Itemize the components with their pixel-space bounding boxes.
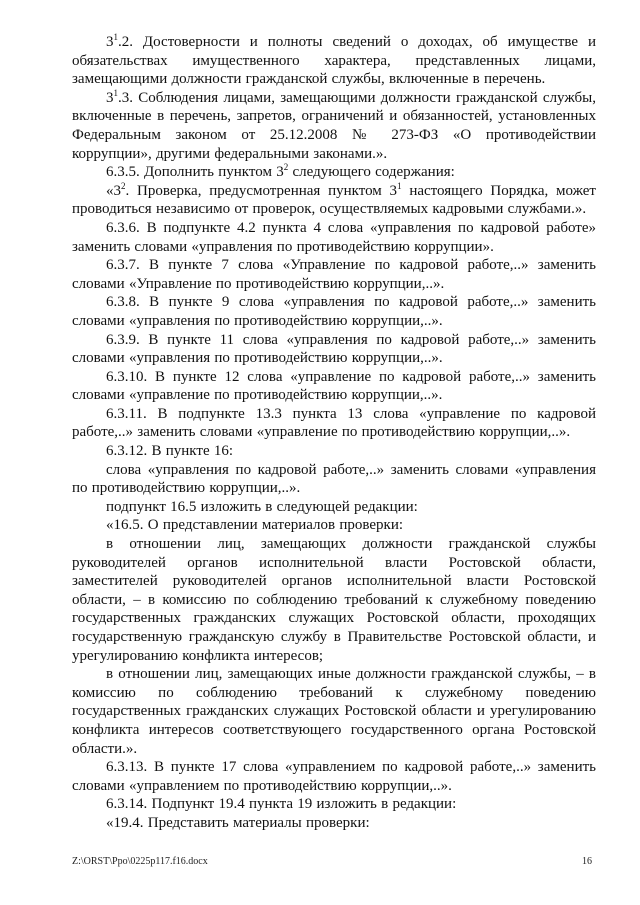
text-run: 6.3.8. В пункте 9 слова «управления по кадровой работе,..» заменить словами «управления по противодействию коррупции,..». xyxy=(72,294,596,329)
document-body xyxy=(72,33,596,833)
paragraph-p6-3-11 xyxy=(72,405,596,442)
paragraph-p19-4 xyxy=(72,814,596,833)
text-run: 3 xyxy=(106,89,114,106)
paragraph-p6-3-5 xyxy=(72,163,596,182)
paragraph-p6-3-10 xyxy=(72,368,596,405)
paragraph-p6-3-9 xyxy=(72,331,596,368)
text-run: 6.3.10. В пункте 12 слова «управление по кадровой работе,..» заменить словами «управление по противодействию коррупции,..». xyxy=(72,368,596,404)
superscript: 2 xyxy=(283,162,289,173)
paragraph-p16-words xyxy=(72,461,596,498)
text-run: слова «управления по кадровой работе,..» заменить словами «управления по противодействию коррупции,..». xyxy=(72,461,596,497)
paragraph-p16-5-intro xyxy=(72,498,596,517)
superscript: 1 xyxy=(113,87,118,98)
text-run: 6.3.5. Дополнить пунктом 3 xyxy=(106,164,284,181)
text-run: настоящего Порядка, может проводиться независимо от проверок, осуществляемых кадровыми службами.». xyxy=(72,182,596,218)
text-run: в отношении лиц, замещающих должности гражданской службы руководителей органов исполнительной власти Ростовской области, заместителей руководителей органов исполнительной власти Ростовской области, – в комиссию по соблюдению требований к служебному поведению государственных гражданских служащих Ростовской области, проходящих государственную гражданскую службу в Правительстве Ростовской области, и урегулированию конфликта интересов; xyxy=(72,536,596,664)
text-run: «16.5. О представлении материалов проверки: xyxy=(106,517,404,534)
text-run: .2. Достоверности и полноты сведений о доходах, об имуществе и обязательствах имущественного характера, представленных лицами, замещающими должности гражданской службы, включенные в перечень. xyxy=(72,34,596,88)
text-run: .3. Соблюдения лицами, замещающими должности гражданской службы, включенные в перечень, запретов, ограничений и обязанностей, установленных Федеральным законом от 25.12.2008 № 273-ФЗ «О противодействии коррупции», другими федеральными законами.». xyxy=(72,89,596,162)
paragraph-p16-5-b xyxy=(72,665,596,758)
text-run: 6.3.12. В пункте 16: xyxy=(106,443,234,460)
paragraph-p3-2 xyxy=(72,182,596,219)
paragraph-p6-3-7 xyxy=(72,256,596,293)
paragraph-p6-3-12 xyxy=(72,442,596,461)
footer-file-path: Z:\ORST\Ppo\0225p117.f16.docx xyxy=(72,856,208,867)
paragraph-p6-3-13 xyxy=(72,758,596,795)
text-run: 6.3.9. В пункте 11 слова «управления по кадровой работе,..» заменить словами «управления по противодействию коррупции,..». xyxy=(72,331,596,367)
paragraph-p6-3-8 xyxy=(72,293,596,330)
text-run: 6.3.11. В подпункте 13.3 пункта 13 слова «управление по кадровой работе,..» заменить словами «управление по противодействию коррупции,..». xyxy=(72,405,596,441)
page-number: 16 xyxy=(582,856,592,867)
paragraph-p6-3-6 xyxy=(72,219,596,256)
text-run: следующего содержания: xyxy=(288,164,455,181)
text-run: «3 xyxy=(106,182,121,199)
text-run: «19.4. Представить материалы проверки: xyxy=(106,814,370,831)
text-run: 6.3.7. В пункте 7 слова «Управление по кадровой работе,..» заменить словами «Управление по противодействию коррупции,..». xyxy=(72,257,596,292)
text-run: подпункт 16.5 изложить в следующей редакции: xyxy=(106,498,418,515)
text-run: в отношении лиц, замещающих иные должности гражданской службы, – в комиссию по соблюдению требований к служебному поведению государственных гражданских служащих Ростовской области и урегулированию конфликта интересов соответствующего государственного органа Ростовской области.». xyxy=(72,666,596,757)
superscript: 2 xyxy=(121,180,126,191)
text-run: 6.3.6. В подпункте 4.2 пункта 4 слова «управления по кадровой работе» заменить словами «управления по противодействию коррупции». xyxy=(72,219,596,255)
paragraph-p16-5-title xyxy=(72,516,596,535)
text-run: . Проверка, предусмотренная пунктом 3 xyxy=(125,182,398,199)
text-run: 3 xyxy=(106,34,114,50)
superscript: 1 xyxy=(397,180,402,191)
paragraph-p16-5-a xyxy=(72,535,596,665)
paragraph-p3-1-2 xyxy=(72,33,596,89)
paragraph-p3-1-3 xyxy=(72,89,596,163)
text-run: 6.3.14. Подпункт 19.4 пункта 19 изложить в редакции: xyxy=(106,796,457,813)
paragraph-p6-3-14 xyxy=(72,795,596,814)
superscript: 1 xyxy=(113,32,118,42)
text-run: 6.3.13. В пункте 17 слова «управлением по кадровой работе,..» заменить словами «управлением по противодействию коррупции,..». xyxy=(72,759,596,794)
